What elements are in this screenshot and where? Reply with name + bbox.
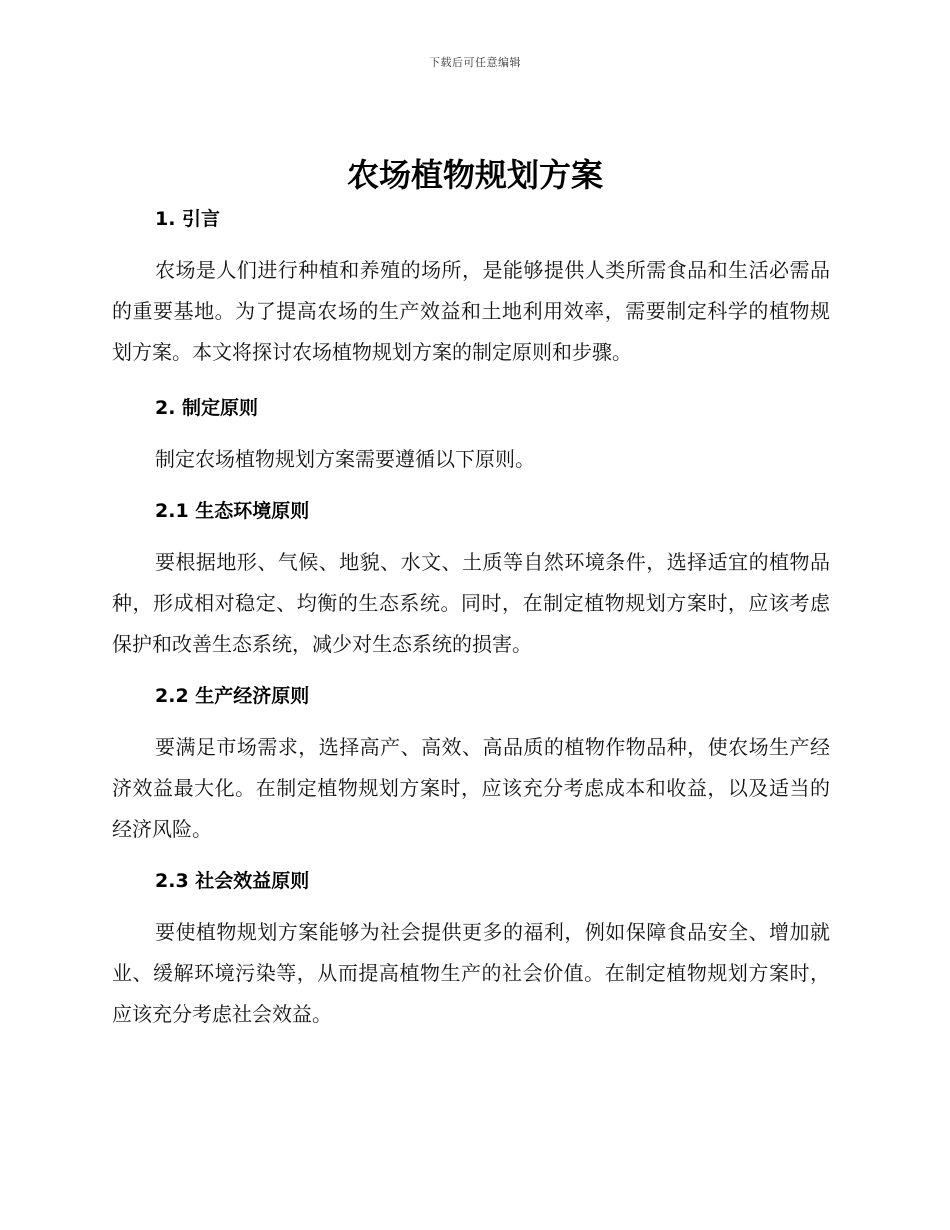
section-heading-economy: 2.2 生产经济原则 xyxy=(155,685,310,707)
paragraph-ecology: 要根据地形、气候、地貌、水文、土质等自然环境条件，选择适宜的植物品种，形成相对稳定、均衡的生态系统。同时，在制定植物规划方案时，应该考虑保护和改善生态系统，减少对生态系统的损害。 xyxy=(112,550,830,656)
section-heading-intro: 1. 引言 xyxy=(155,208,221,230)
paragraph-principles: 制定农场植物规划方案需要遵循以下原则。 xyxy=(155,447,535,471)
document-body xyxy=(112,200,830,1035)
paragraph-economy: 要满足市场需求，选择高产、高效、高品质的植物作物品种，使农场生产经济效益最大化。在制定植物规划方案时，应该充分考虑成本和收益，以及适当的经济风险。 xyxy=(112,735,830,841)
document-title: 农场植物规划方案 xyxy=(346,156,603,194)
paragraph-social: 要使植物规划方案能够为社会提供更多的福利，例如保障食品安全、增加就业、缓解环境污染等，从而提高植物生产的社会价值。在制定植物规划方案时，应该充分考虑社会效益。 xyxy=(112,920,830,1026)
paragraph-intro: 农场是人们进行种植和养殖的场所，是能够提供人类所需食品和生活必需品的重要基地。为了提高农场的生产效益和土地利用效率，需要制定科学的植物规划方案。本文将探讨农场植物规划方案的制定原则和步骤。 xyxy=(112,258,830,364)
header-note: 下载后可任意编辑 xyxy=(429,56,521,69)
section-heading-ecology: 2.1 生态环境原则 xyxy=(155,500,310,522)
section-heading-social: 2.3 社会效益原则 xyxy=(155,870,310,892)
section-heading-principles: 2. 制定原则 xyxy=(155,397,259,419)
